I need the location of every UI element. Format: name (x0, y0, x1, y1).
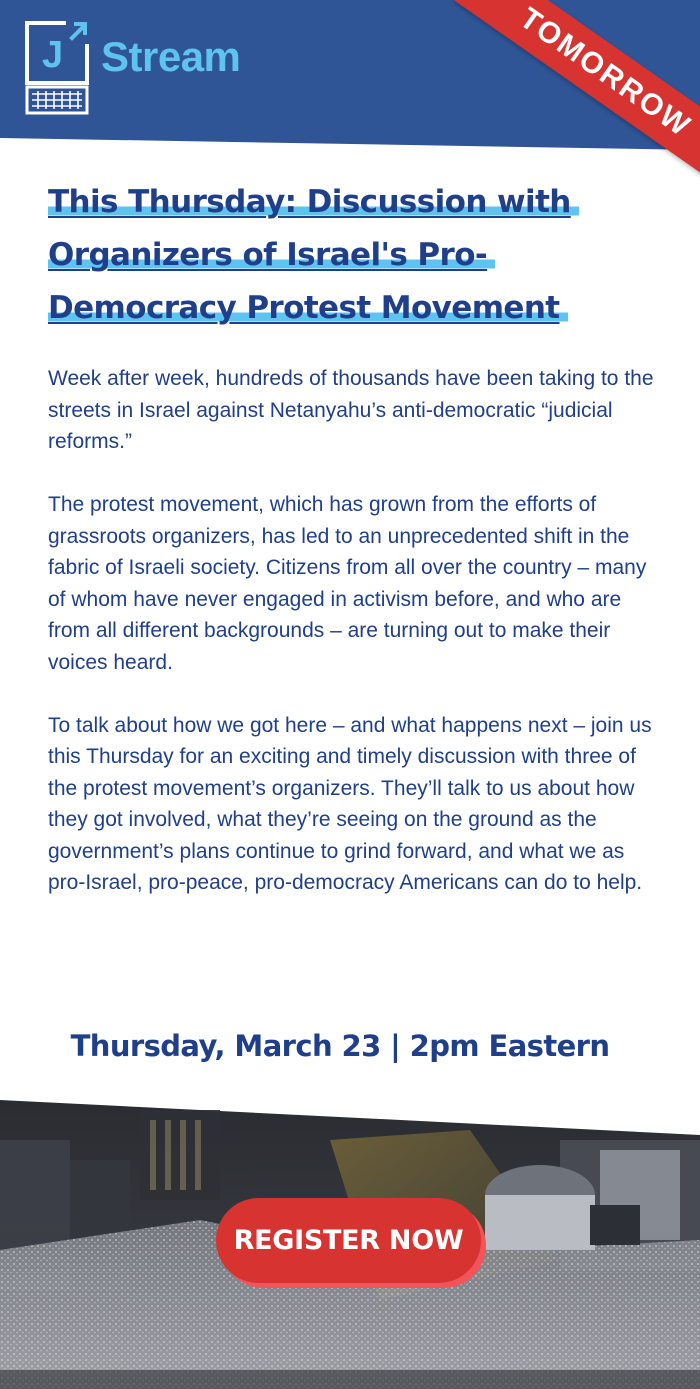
logo-letter: J (42, 34, 64, 76)
page-title[interactable] (48, 176, 648, 335)
body-paragraph-3: To talk about how we got here – and what happens next – join us this Thursday for an exciting and timely discussion with three of the protest movement’s organizers. They’ll talk to us about how they got involved, what they’re seeing on the ground as the government’s plans continue to grind forward, and what we as pro-Israel, pro-peace, pro-democracy Americans can do to help. (48, 713, 652, 894)
event-date: Thursday, March 23 | 2pm Eastern (70, 1029, 610, 1063)
headline-line-3: Democracy Protest Movement (48, 290, 568, 326)
body-paragraph-1: Week after week, hundreds of thousands have been taking to the streets in Israel against Netanyahu’s anti-democratic “judicial reforms.” (48, 367, 654, 453)
event-description (48, 363, 660, 899)
tomorrow-banner: TOMORROW (454, 0, 700, 190)
keyboard-icon (27, 87, 87, 113)
register-cta (216, 1198, 486, 1288)
register-now-button[interactable]: REGISTER NOW (216, 1198, 481, 1283)
headline-line-1: This Thursday: Discussion with (48, 184, 579, 220)
j-stream-logo-icon[interactable] (24, 20, 90, 116)
body-paragraph-2: The protest movement, which has grown from the efforts of grassroots organizers, has led to an unprecedented shift in the fabric of Israeli society. Citizens from all over the country – many of whom have never engaged in activism before, and who are from all different backgrounds – are turning out to make their voices heard. (48, 493, 647, 674)
headline-line-2: Organizers of Israel's Pro- (48, 237, 495, 273)
brand-name: Stream (101, 33, 241, 80)
